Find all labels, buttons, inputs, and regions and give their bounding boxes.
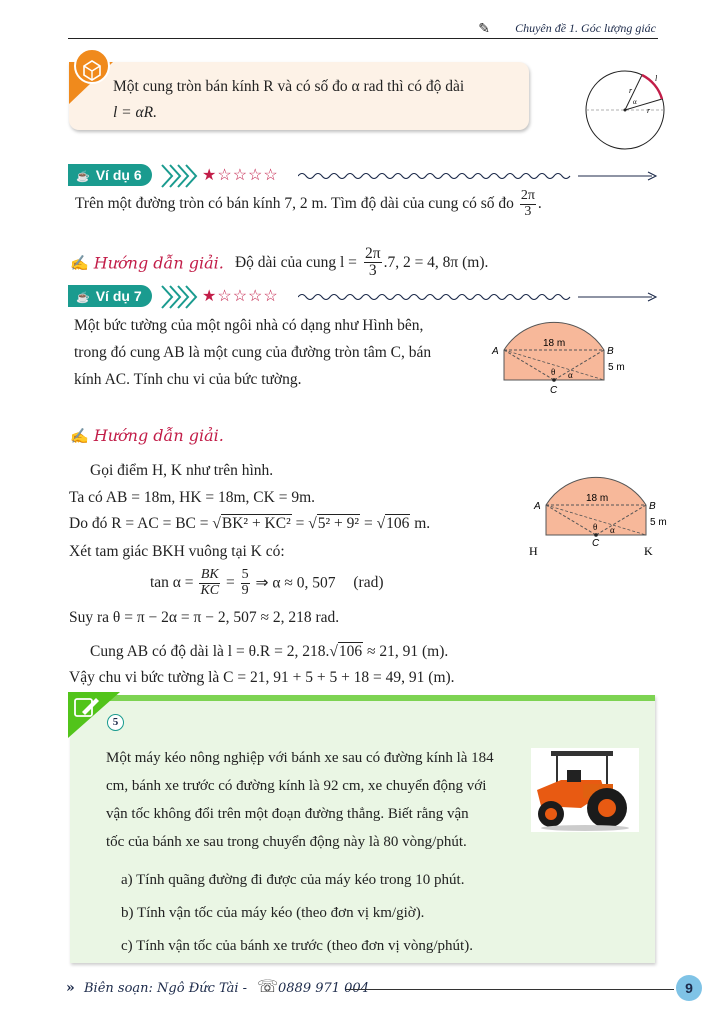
double-chevron-icon: » [66, 980, 75, 996]
wave-line [298, 289, 658, 305]
tan-eq: = [226, 574, 235, 592]
difficulty-stars: ★☆☆☆☆ [202, 165, 279, 184]
wall-figure-2 [526, 473, 676, 561]
frac-num: 5 [241, 567, 249, 582]
wave-line [298, 168, 658, 184]
fig1-label-height: 5 m [608, 362, 625, 373]
fig2-label-theta: θ [593, 522, 598, 532]
fig2-label-a: A [534, 501, 541, 512]
fig2-label-alpha: α [610, 525, 615, 535]
exercise-item-a: a) Tính quãng đường đi được của máy kéo trong 10 phút. [121, 872, 465, 888]
sqrt-1: BK² + KC² [221, 515, 291, 532]
solution-fraction [364, 246, 382, 280]
hint-label: Hướng dẫn giải. [93, 253, 224, 273]
note-corner-icon [69, 48, 135, 106]
example-6-label: Ví dụ 6 [95, 167, 142, 183]
difficulty-stars: ★☆☆☆☆ [202, 286, 279, 305]
fig2-label-k: K [644, 544, 653, 558]
circle-label-r2: r [647, 106, 651, 115]
sol-3-c: = [363, 515, 373, 532]
fig2-label-width: 18 m [586, 493, 609, 504]
page-header [68, 18, 658, 39]
cup-icon: ☕ [76, 171, 90, 183]
edit-icon: ✎ [478, 21, 490, 37]
example-6-bar [68, 164, 658, 188]
note-line-2: l = αR. [113, 104, 157, 121]
note-line-1: Một cung tròn bán kính R và có số đo α rad thì có độ dài [113, 78, 465, 95]
page-number: 9 [685, 980, 693, 996]
exercise-number-badge [107, 714, 124, 731]
example-6-problem-text: Trên một đường tròn có bán kính 7, 2 m. Tìm độ dài của cung có số đo [75, 195, 514, 213]
sol-3-a: Do đó R = AC = BC = [69, 515, 209, 532]
footer-phone: 0889 971 004 [278, 981, 369, 996]
fig1-label-c: C [550, 385, 558, 396]
tan-suffix: ⇒ α ≈ 0, 507 [255, 574, 336, 592]
frac-num: BK [200, 567, 219, 582]
tan-frac-1 [199, 568, 220, 598]
sol-line-2: Ta có AB = 18m, HK = 18m, CK = 9m. [69, 489, 316, 506]
sol-6-a: Cung AB có độ dài là l = θ.R = 2, 218. [90, 643, 330, 660]
frac-num: 2π [520, 188, 535, 203]
pen-hand-icon: ✍ [70, 427, 89, 445]
sol-line-6: Cung AB có độ dài là l = θ.R = 2, 218.√106 ≈ 21, 91 (m). [90, 643, 449, 660]
exercise-line: cm, bánh xe trước có đường kính là 92 cm, xe chuyển động với [106, 778, 487, 794]
sol-line-5: Suy ra θ = π − 2α = π − 2, 507 ≈ 2, 218 rad. [69, 609, 340, 626]
sqrt-106: 106 [338, 643, 363, 660]
circle-label-alpha: α [633, 98, 637, 106]
footer-author: Biên soạn: Ngô Đức Tài - [84, 981, 248, 996]
sol-6-b: ≈ 21, 91 (m). [366, 643, 449, 660]
fig1-label-a: A [492, 346, 499, 357]
sol-line-1: Gọi điểm H, K như trên hình. [90, 462, 274, 479]
arc-length-figure [580, 68, 670, 154]
fig1-label-width: 18 m [543, 338, 566, 349]
exercise-number: 5 [112, 716, 119, 728]
chevrons-decoration [160, 164, 202, 188]
exercise-items [121, 864, 473, 963]
frac-den: 3 [524, 203, 532, 219]
frac-num: 2π [364, 245, 381, 262]
footer [66, 975, 706, 1005]
chevrons-decoration [160, 285, 202, 309]
tan-frac-2 [241, 568, 250, 598]
exercise-item-b: b) Tính vận tốc của máy kéo (theo đơn vị km/giờ). [121, 905, 425, 921]
exercise-item-c: c) Tính vận tốc của bánh xe trước (theo đơn vị vòng/phút). [121, 938, 473, 954]
example-6-solution [70, 246, 488, 280]
fig2-label-b: B [649, 501, 656, 512]
fig1-label-theta: θ [551, 367, 556, 377]
header-title: Chuyên đề 1. Góc lượng giác [515, 21, 656, 35]
exercise-line: vận tốc không đổi trên một đoạn đường thẳng. Biết rằng vận [106, 806, 469, 822]
wall-figure-1 [488, 318, 638, 398]
sol-3-b: = [295, 515, 305, 532]
example-6-problem: Trên một đường tròn có bán kính 7, 2 m. Tìm độ dài của cung có số đo $\frac{2\pi}{3}$ . [75, 188, 542, 219]
exercise-problem [106, 744, 494, 856]
circle-label-r1: r [629, 86, 633, 95]
sqrt-3: 106 [386, 515, 410, 532]
phone-icon: ☏ [257, 977, 279, 997]
hint-label: Hướng dẫn giải. [93, 426, 224, 445]
sol-line-7: Vậy chu vi bức tường là C = 21, 91 + 5 + 5 + 18 = 49, 91 (m). [69, 669, 455, 686]
solution-result: .7, 2 = 4, 8π (m). [383, 253, 489, 271]
problem-line: trong đó cung AB là một cung của đường tròn tâm C, bán [74, 344, 432, 361]
sol-line-4: Xét tam giác BKH vuông tại K có: [69, 543, 285, 560]
example-7-bar [68, 285, 658, 309]
solution-text: Độ dài của cung l = [234, 253, 357, 271]
frac-den: 3 [368, 262, 377, 280]
tractor-image [531, 748, 639, 832]
example-7-label: Ví dụ 7 [95, 288, 142, 304]
fig2-label-height: 5 m [650, 517, 667, 528]
problem-line: Một bức tường của một ngôi nhà có dạng như Hình bên, [74, 317, 424, 334]
example-7-tag [68, 285, 152, 307]
frac-den: 9 [241, 582, 249, 598]
sol-line-3: Do đó R = AC = BC = √BK² + KC² = √5² + 9² = √106 m. [69, 515, 431, 532]
fig2-label-h: H [529, 544, 538, 558]
sqrt-2: 5² + 9² [317, 515, 360, 532]
page-number-badge [676, 975, 702, 1001]
sol-3-d: m. [414, 515, 431, 532]
pen-hand-icon: ✍ [70, 253, 89, 272]
tan-prefix: tan α = [150, 574, 194, 592]
footer-rule [346, 989, 674, 990]
example-7-hint [70, 426, 224, 445]
circle-label-l: l [655, 74, 658, 83]
tan-unit: (rad) [353, 574, 384, 592]
example-7-problem [74, 312, 474, 393]
exercise-line: Một máy kéo nông nghiệp với bánh xe sau có đường kính là 184 [106, 750, 494, 766]
exercise-line: tốc của bánh xe sau trong chuyển động này là 80 vòng/phút. [106, 834, 467, 850]
example-6-fraction [520, 189, 536, 219]
example-6-tag [68, 164, 152, 186]
problem-line: kính AC. Tính chu vi của bức tường. [74, 371, 302, 388]
fig2-label-c: C [592, 538, 600, 549]
fig1-label-alpha: α [568, 370, 573, 380]
cup-icon: ☕ [76, 292, 90, 304]
fig1-label-b: B [607, 346, 614, 357]
tan-equation [150, 568, 384, 598]
frac-den: KC [200, 582, 220, 598]
